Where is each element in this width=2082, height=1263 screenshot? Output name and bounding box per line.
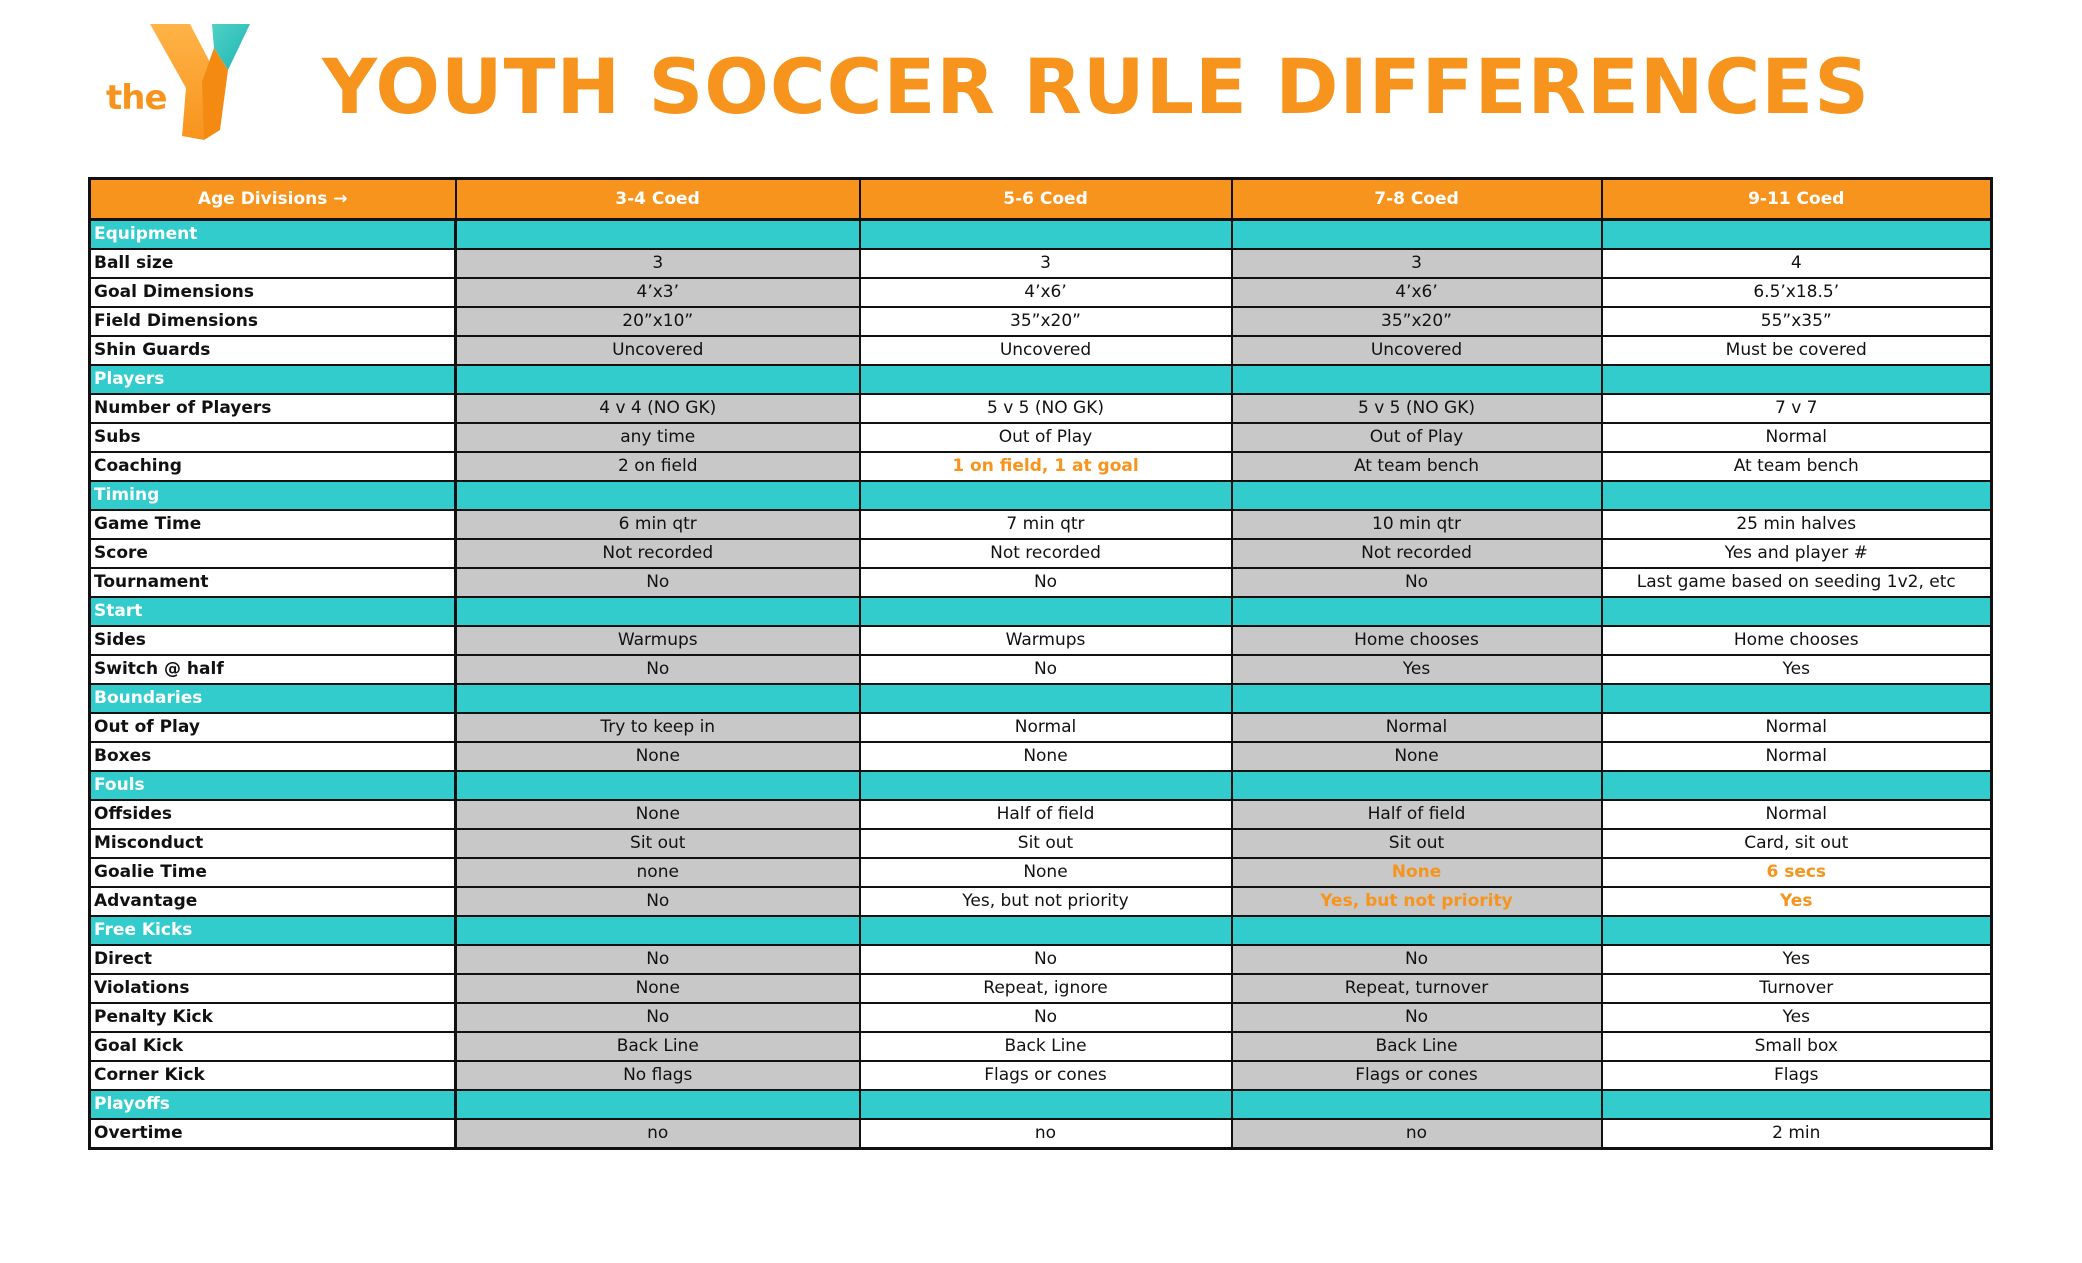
section-blank-cell — [1232, 597, 1602, 626]
table-cell: Home chooses — [1602, 626, 1992, 655]
section-blank-cell — [1602, 684, 1992, 713]
table-cell: No — [860, 1003, 1232, 1032]
table-row — [90, 800, 1992, 829]
row-label: Misconduct — [90, 829, 456, 858]
section-row — [90, 365, 1992, 394]
table-cell: Half of field — [860, 800, 1232, 829]
table-cell: 4’x6’ — [1232, 278, 1602, 307]
section-blank-cell — [860, 684, 1232, 713]
table-row — [90, 394, 1992, 423]
section-row — [90, 481, 1992, 510]
row-label: Penalty Kick — [90, 1003, 456, 1032]
table-cell: Normal — [1602, 742, 1992, 771]
section-blank-cell — [860, 597, 1232, 626]
row-label: Overtime — [90, 1119, 456, 1149]
table-row — [90, 1003, 1992, 1032]
section-blank-cell — [1232, 481, 1602, 510]
table-row — [90, 655, 1992, 684]
section-row — [90, 916, 1992, 945]
table-cell: Yes, but not priority — [860, 887, 1232, 916]
table-cell: Flags — [1602, 1061, 1992, 1090]
table-cell: none — [456, 858, 860, 887]
section-blank-cell — [1602, 916, 1992, 945]
section-blank-cell — [1232, 771, 1602, 800]
table-cell: Yes — [1602, 1003, 1992, 1032]
table-cell: Normal — [1232, 713, 1602, 742]
section-blank-cell — [860, 916, 1232, 945]
table-row — [90, 887, 1992, 916]
table-cell: None — [860, 858, 1232, 887]
table-cell: Turnover — [1602, 974, 1992, 1003]
section-blank-cell — [1232, 1090, 1602, 1119]
table-cell: no — [1232, 1119, 1602, 1149]
table-cell: Repeat, turnover — [1232, 974, 1602, 1003]
row-label: Sides — [90, 626, 456, 655]
section-blank-cell — [1602, 771, 1992, 800]
table-header-row — [90, 179, 1992, 220]
section-blank-cell — [1602, 220, 1992, 250]
table-row — [90, 568, 1992, 597]
section-row — [90, 771, 1992, 800]
section-row — [90, 1090, 1992, 1119]
table-cell: Back Line — [1232, 1032, 1602, 1061]
table-cell: No — [860, 945, 1232, 974]
table-cell: 4 v 4 (NO GK) — [456, 394, 860, 423]
row-label: Goal Kick — [90, 1032, 456, 1061]
section-blank-cell — [860, 220, 1232, 250]
section-label: Timing — [90, 481, 456, 510]
table-row — [90, 1061, 1992, 1090]
table-cell: Out of Play — [1232, 423, 1602, 452]
table-cell: Back Line — [860, 1032, 1232, 1061]
table-row — [90, 307, 1992, 336]
header-5-6-coed: 5-6 Coed — [860, 179, 1232, 220]
table-row — [90, 829, 1992, 858]
section-blank-cell — [860, 365, 1232, 394]
table-row — [90, 336, 1992, 365]
table-cell: Repeat, ignore — [860, 974, 1232, 1003]
row-label: Direct — [90, 945, 456, 974]
row-label: Corner Kick — [90, 1061, 456, 1090]
table-cell: 1 on field, 1 at goal — [860, 452, 1232, 481]
table-cell: Sit out — [1232, 829, 1602, 858]
table-cell: No flags — [456, 1061, 860, 1090]
row-label: Number of Players — [90, 394, 456, 423]
table-row — [90, 626, 1992, 655]
section-blank-cell — [456, 481, 860, 510]
section-blank-cell — [1232, 365, 1602, 394]
table-cell: Last game based on seeding 1v2, etc — [1602, 568, 1992, 597]
table-cell: Yes — [1232, 655, 1602, 684]
table-cell: 6 min qtr — [456, 510, 860, 539]
row-label: Coaching — [90, 452, 456, 481]
table-cell: No — [1232, 1003, 1602, 1032]
table-cell: Yes — [1602, 655, 1992, 684]
header-age-divisions: Age Divisions → — [90, 179, 456, 220]
table-cell: Must be covered — [1602, 336, 1992, 365]
table-cell: Try to keep in — [456, 713, 860, 742]
table-cell: 25 min halves — [1602, 510, 1992, 539]
header-9-11-coed: 9-11 Coed — [1602, 179, 1992, 220]
table-cell: Uncovered — [860, 336, 1232, 365]
row-label: Subs — [90, 423, 456, 452]
table-row — [90, 974, 1992, 1003]
row-label: Advantage — [90, 887, 456, 916]
section-blank-cell — [1602, 1090, 1992, 1119]
table-cell: No — [860, 568, 1232, 597]
row-label: Boxes — [90, 742, 456, 771]
table-cell: Flags or cones — [1232, 1061, 1602, 1090]
table-cell: 3 — [1232, 249, 1602, 278]
table-cell: 5 v 5 (NO GK) — [860, 394, 1232, 423]
section-blank-cell — [1602, 365, 1992, 394]
section-label: Free Kicks — [90, 916, 456, 945]
section-blank-cell — [456, 365, 860, 394]
table-cell: Uncovered — [456, 336, 860, 365]
table-cell: Home chooses — [1232, 626, 1602, 655]
table-cell: Normal — [1602, 423, 1992, 452]
table-row — [90, 452, 1992, 481]
ymca-y-icon — [142, 18, 252, 144]
table-row — [90, 423, 1992, 452]
table-cell: 4 — [1602, 249, 1992, 278]
table-cell: Sit out — [456, 829, 860, 858]
row-label: Goalie Time — [90, 858, 456, 887]
header-3-4-coed: 3-4 Coed — [456, 179, 860, 220]
table-cell: None — [1232, 858, 1602, 887]
section-blank-cell — [1602, 481, 1992, 510]
table-cell: 2 on field — [456, 452, 860, 481]
table-cell: 7 min qtr — [860, 510, 1232, 539]
row-label: Ball size — [90, 249, 456, 278]
table-cell: Back Line — [456, 1032, 860, 1061]
table-cell: Not recorded — [860, 539, 1232, 568]
table-cell: Normal — [860, 713, 1232, 742]
section-blank-cell — [860, 1090, 1232, 1119]
row-label: Offsides — [90, 800, 456, 829]
section-blank-cell — [456, 916, 860, 945]
table-cell: Sit out — [860, 829, 1232, 858]
table-cell: Not recorded — [456, 539, 860, 568]
row-label: Shin Guards — [90, 336, 456, 365]
table-cell: None — [1232, 742, 1602, 771]
table-cell: Small box — [1602, 1032, 1992, 1061]
table-row — [90, 539, 1992, 568]
section-label: Playoffs — [90, 1090, 456, 1119]
table-cell: None — [456, 800, 860, 829]
table-row — [90, 510, 1992, 539]
table-row — [90, 1032, 1992, 1061]
table-cell: At team bench — [1602, 452, 1992, 481]
section-blank-cell — [456, 1090, 860, 1119]
table-cell: Yes — [1602, 887, 1992, 916]
table-row — [90, 1119, 1992, 1149]
table-cell: any time — [456, 423, 860, 452]
table-cell: Warmups — [456, 626, 860, 655]
table-cell: 35”x20” — [1232, 307, 1602, 336]
row-label: Field Dimensions — [90, 307, 456, 336]
section-label: Fouls — [90, 771, 456, 800]
table-cell: No — [456, 568, 860, 597]
section-label: Boundaries — [90, 684, 456, 713]
table-row — [90, 249, 1992, 278]
table-cell: None — [456, 974, 860, 1003]
table-cell: Normal — [1602, 800, 1992, 829]
section-blank-cell — [1232, 220, 1602, 250]
table-row — [90, 945, 1992, 974]
table-cell: 10 min qtr — [1232, 510, 1602, 539]
ymca-logo — [100, 18, 260, 144]
table-cell: no — [456, 1119, 860, 1149]
table-cell: No — [456, 1003, 860, 1032]
table-cell: Half of field — [1232, 800, 1602, 829]
table-cell: 20”x10” — [456, 307, 860, 336]
logo-the-text: the — [106, 78, 167, 118]
row-label: Violations — [90, 974, 456, 1003]
section-blank-cell — [1232, 916, 1602, 945]
table-row — [90, 858, 1992, 887]
table-cell: no — [860, 1119, 1232, 1149]
section-row — [90, 684, 1992, 713]
table-cell: Out of Play — [860, 423, 1232, 452]
table-cell: Yes — [1602, 945, 1992, 974]
table-cell: None — [456, 742, 860, 771]
table-cell: Not recorded — [1232, 539, 1602, 568]
table-cell: None — [860, 742, 1232, 771]
row-label: Score — [90, 539, 456, 568]
table-cell: Yes, but not priority — [1232, 887, 1602, 916]
row-label: Switch @ half — [90, 655, 456, 684]
section-blank-cell — [1232, 684, 1602, 713]
row-label: Goal Dimensions — [90, 278, 456, 307]
section-row — [90, 220, 1992, 250]
table-row — [90, 278, 1992, 307]
section-blank-cell — [456, 771, 860, 800]
section-label: Players — [90, 365, 456, 394]
row-label: Game Time — [90, 510, 456, 539]
table-row — [90, 713, 1992, 742]
page-title: YOUTH SOCCER RULE DIFFERENCES — [322, 42, 1870, 131]
table-cell: No — [860, 655, 1232, 684]
table-cell: 3 — [860, 249, 1232, 278]
table-cell: No — [456, 945, 860, 974]
table-cell: At team bench — [1232, 452, 1602, 481]
table-row — [90, 742, 1992, 771]
table-cell: No — [456, 655, 860, 684]
table-cell: 35”x20” — [860, 307, 1232, 336]
rules-table — [88, 177, 1993, 1150]
section-blank-cell — [860, 771, 1232, 800]
table-cell: Flags or cones — [860, 1061, 1232, 1090]
row-label: Tournament — [90, 568, 456, 597]
table-cell: No — [1232, 945, 1602, 974]
section-blank-cell — [456, 220, 860, 250]
section-label: Equipment — [90, 220, 456, 250]
section-row — [90, 597, 1992, 626]
table-cell: Card, sit out — [1602, 829, 1992, 858]
section-blank-cell — [1602, 597, 1992, 626]
section-blank-cell — [860, 481, 1232, 510]
table-cell: 6.5’x18.5’ — [1602, 278, 1992, 307]
table-cell: 55”x35” — [1602, 307, 1992, 336]
header-7-8-coed: 7-8 Coed — [1232, 179, 1602, 220]
table-cell: Yes and player # — [1602, 539, 1992, 568]
table-cell: 4’x3’ — [456, 278, 860, 307]
table-cell: 5 v 5 (NO GK) — [1232, 394, 1602, 423]
table-cell: Warmups — [860, 626, 1232, 655]
table-cell: No — [1232, 568, 1602, 597]
table-cell: 2 min — [1602, 1119, 1992, 1149]
table-cell: 3 — [456, 249, 860, 278]
table-cell: 4’x6’ — [860, 278, 1232, 307]
table-cell: 7 v 7 — [1602, 394, 1992, 423]
table-cell: Normal — [1602, 713, 1992, 742]
table-cell: Uncovered — [1232, 336, 1602, 365]
table-cell: 6 secs — [1602, 858, 1992, 887]
table-cell: No — [456, 887, 860, 916]
section-label: Start — [90, 597, 456, 626]
section-blank-cell — [456, 684, 860, 713]
section-blank-cell — [456, 597, 860, 626]
row-label: Out of Play — [90, 713, 456, 742]
